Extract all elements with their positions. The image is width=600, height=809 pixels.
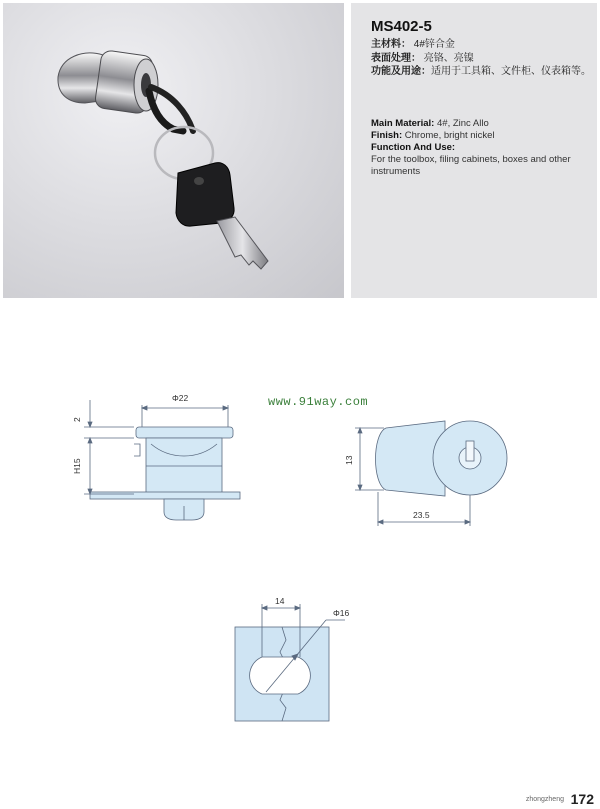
panel-cutout-drawing [235,604,345,721]
cutout-diameter-dim: Φ16 [333,608,350,618]
finish-label: Finish: [371,130,403,141]
cn-finish-value: 亮铬、亮镍 [423,53,474,64]
side-flange-dim: 2 [72,417,82,422]
material-value: 4#, Zinc Allo [437,118,489,129]
function-value: For the toolbox, filing cabinets, boxes and other instruments [371,154,571,177]
cn-function-value: 适用于工具箱、文件柜、仪表箱等。 [431,66,591,77]
front-view-drawing [355,421,507,526]
model-number: MS402-5 [371,18,432,35]
page-number: 172 [570,791,594,807]
cn-finish-label: 表面处理： [371,53,421,64]
side-view-drawing [84,400,240,520]
function-label: Function And Use: [371,142,456,153]
front-width-dim: 23.5 [413,510,430,520]
side-height-dim: H15 [72,458,82,474]
watermark-url: www.91way.com [268,395,369,409]
cutout-width-dim: 14 [275,596,285,606]
cn-material-label: 主材料： [371,39,411,50]
finish-value: Chrome, bright nickel [404,130,495,141]
footer-brand: zhongzheng [525,796,564,803]
side-width-dim: Φ22 [172,393,189,403]
material-label: Main Material: [371,118,435,129]
cn-material-value: 4#锌合金 [413,39,455,50]
front-height-dim: 13 [344,455,354,465]
cn-function-label: 功能及用途： [371,66,431,77]
